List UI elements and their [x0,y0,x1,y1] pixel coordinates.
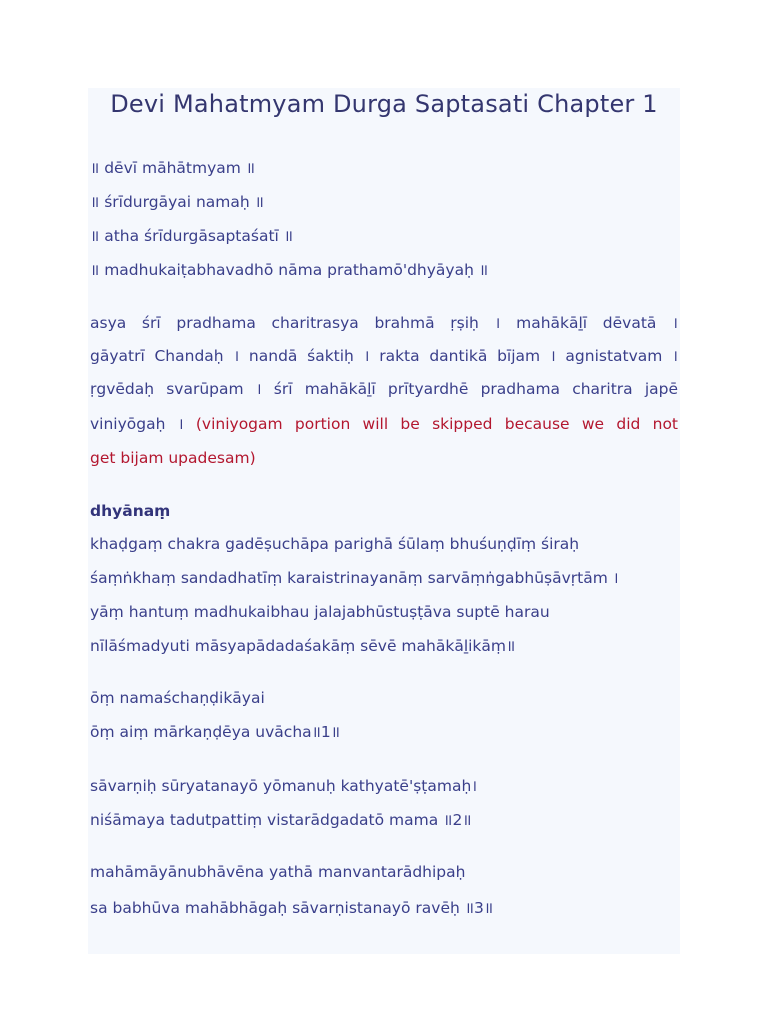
viniyoga-label: viniyōgaḥ । [90,415,196,433]
document-page [88,88,680,954]
dhyanam-line-4: nīlāśmadyuti māsyapādadaśakāṃ sēvē mahākāḻikāṃ॥ [90,637,516,655]
verse-2-line-2: niśāmaya tadutpattiṃ vistarādgadatō mama ॥2॥ [90,811,472,829]
page-title: Devi Mahatmyam Durga Saptasati Chapter 1 [110,90,658,118]
viniyoga-line-3: ṛgvēdaḥ svarūpam । śrī mahākāḻī prītyardhē pradhama charitra japē [90,380,678,398]
invocation-line-2: ōṃ aiṃ mārkaṇḍēya uvācha॥1॥ [90,723,341,741]
dhyanam-line-3: yāṃ hantuṃ madhukaibhau jalajabhūstuṣṭāva suptē harau [90,603,550,621]
viniyoga-note-end: get bijam upadesam) [90,449,256,467]
header-line-1: ॥ dēvī māhātmyam ॥ [90,159,256,177]
invocation-line-1: ōṃ namaśchaṇḍikāyai [90,689,265,707]
dhyanam-line-2: śaṃṅkhaṃ sandadhatīṃ karaistrinayanāṃ sarvāṃṅgabhūṣāvṛtām । [90,569,619,587]
verse-3-line-2: sa babhūva mahābhāgaḥ sāvarṇistanayō ravēḥ ॥3॥ [90,899,494,917]
header-line-3: ॥ atha śrīdurgāsaptaśatī ॥ [90,227,294,245]
verse-3-line-1: mahāmāyānubhāvēna yathā manvantarādhipaḥ [90,863,466,881]
viniyoga-note: (viniyogam portion will be skipped because we did not [195,415,679,433]
viniyoga-line-2: gāyatrī Chandaḥ । nandā śaktiḥ । rakta dantikā bījam । agnistatvam । [90,347,678,365]
header-line-2: ॥ śrīdurgāyai namaḥ ॥ [90,193,264,211]
header-line-4: ॥ madhukaiṭabhavadhō nāma prathamō'dhyāyaḥ ॥ [90,261,489,279]
viniyoga-line-1: asya śrī pradhama charitrasya brahmā ṛṣiḥ । mahākāḻī dēvatā । [90,314,678,332]
dhyanam-line-1: khaḍgaṃ chakra gadēṣuchāpa parighā śūlaṃ bhuśuṇḍīṃ śiraḥ [90,535,580,553]
viniyoga-line-4 [90,414,678,434]
dhyanam-heading: dhyānaṃ [90,502,171,520]
verse-2-line-1: sāvarṇiḥ sūryatanayō yōmanuḥ kathyatē'ṣṭamaḥ। [90,777,478,795]
